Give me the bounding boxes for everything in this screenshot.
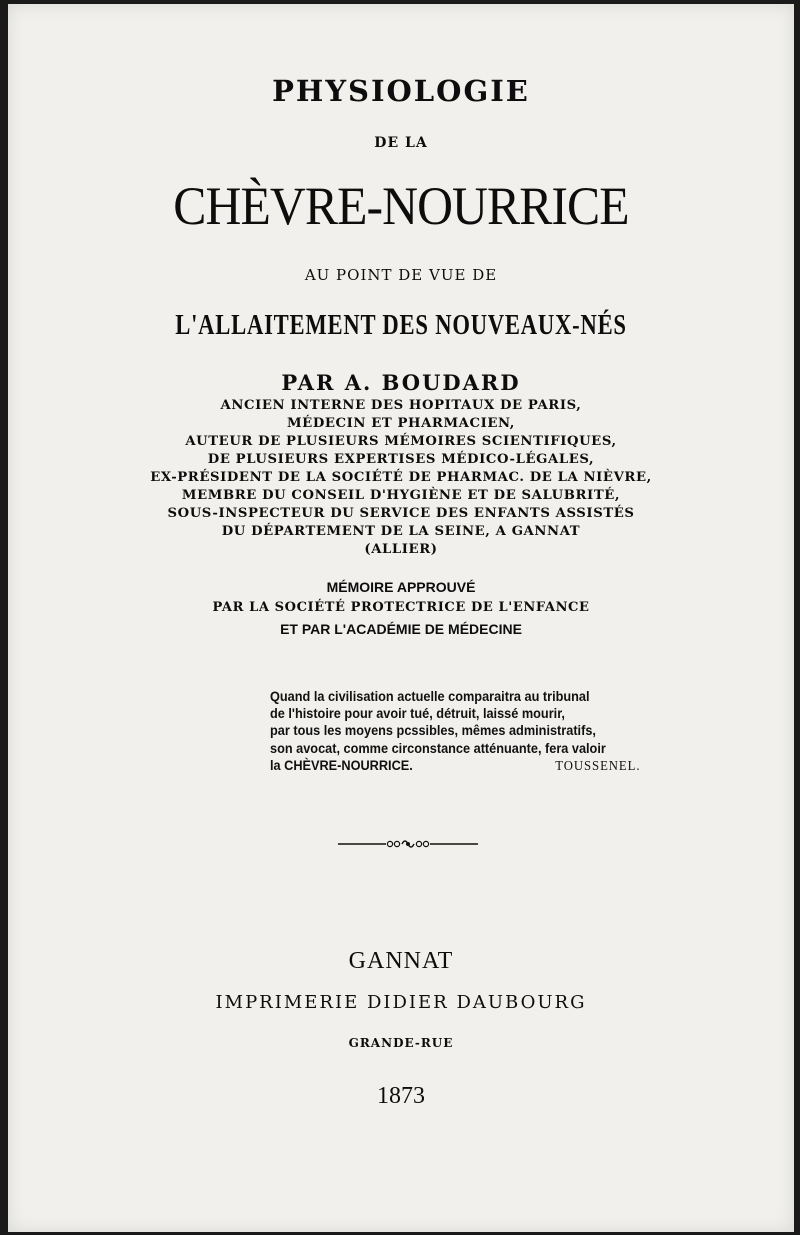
epigraph-line: par tous les moyens pcssibles, mêmes administratifs, [270,723,596,739]
title-line-allaitement: L'ALLAITEMENT DES NOUVEAUX-NÉS [175,309,627,341]
ornament-divider-icon [338,834,478,854]
approval-society: PAR LA SOCIÉTÉ PROTECTRICE DE L'ENFANCE [212,600,590,615]
imprint-street: GRANDE-RUE [348,1036,454,1050]
title-page [8,4,794,1232]
epigraph-final-line [270,757,641,774]
epigraph-line: de l'histoire pour avoir tué, détruit, laissé mourir, [270,706,565,722]
title-line-de-la: DE LA [374,135,428,151]
epigraph-line: son avocat, comme circonstance atténuante, fera valoir [270,740,606,756]
epigraph-line: la CHÈVRE-NOURRICE. [270,757,413,773]
imprint-year: 1873 [377,1083,425,1109]
title-line-point-de-vue: AU POINT DE VUE DE [304,266,498,284]
credential-line: (ALLIER) [364,542,438,557]
main-title: CHÈVRE-NOURRICE [173,176,629,236]
imprint-printer: IMPRIMERIE DIDIER DAUBOURG [215,992,587,1013]
credential-line: DU DÉPARTEMENT DE LA SEINE, A GANNAT [221,524,581,539]
credential-line: AUTEUR DE PLUSIEURS MÉMOIRES SCIENTIFIQUES, [185,434,617,449]
epigraph [270,688,641,774]
approval-academy: ET PAR L'ACADÉMIE DE MÉDECINE [280,621,522,637]
author-byline: PAR A. BOUDARD [281,370,521,395]
imprint-city: GANNAT [348,948,454,974]
epigraph-attribution: TOUSSENEL. [555,757,641,773]
epigraph-line: Quand la civilisation actuelle comparaitra au tribunal [270,689,590,704]
credential-line: MEMBRE DU CONSEIL D'HYGIÈNE ET DE SALUBRITÉ, [181,488,621,503]
title-line-physiologie: PHYSIOLOGIE [272,74,530,108]
credential-line: MÉDECIN ET PHARMACIEN, [286,416,516,431]
credential-line: ANCIEN INTERNE DES HOPITAUX DE PARIS, [220,398,582,413]
credential-line: EX-PRÉSIDENT DE LA SOCIÉTÉ DE PHARMAC. DE LA NIÈVRE, [150,470,652,485]
credential-line: DE PLUSIEURS EXPERTISES MÉDICO-LÉGALES, [207,452,595,467]
approval-heading: MÉMOIRE APPROUVÉ [326,579,476,595]
credential-line: SOUS-INSPECTEUR DU SERVICE DES ENFANTS ASSISTÉS [167,506,635,521]
